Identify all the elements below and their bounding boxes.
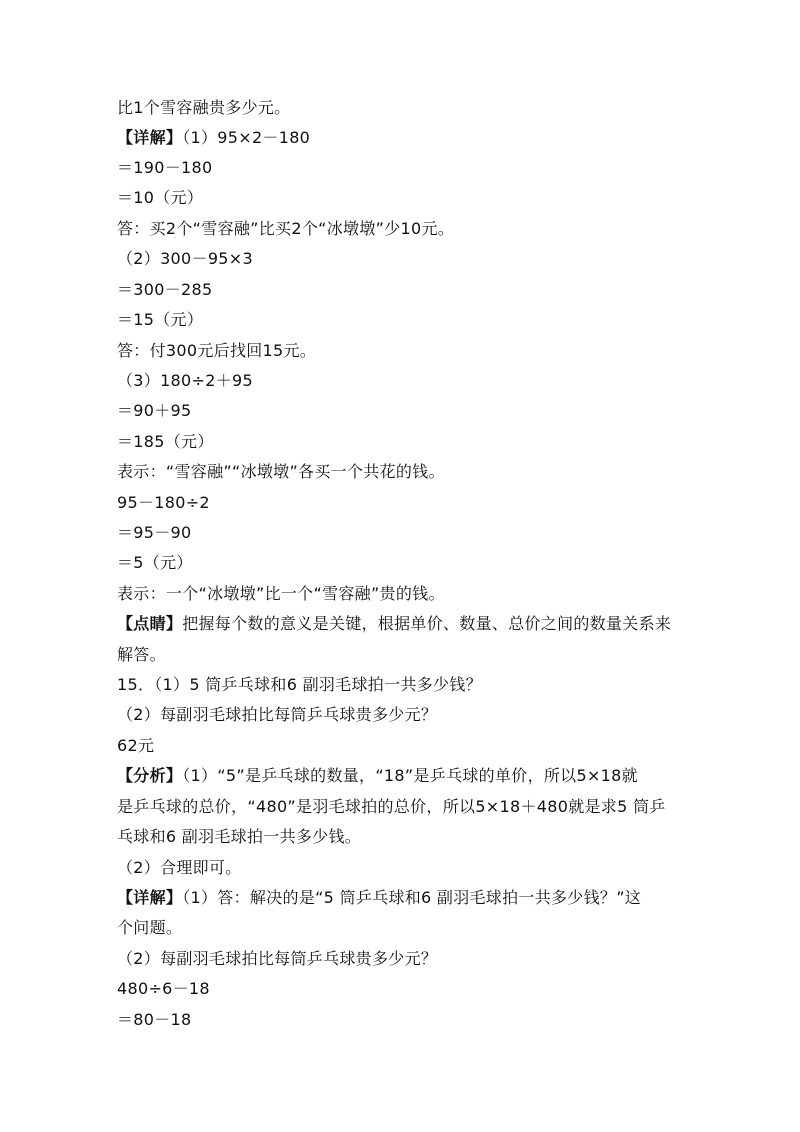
- text-line: [117, 584, 445, 604]
- text-line: [117, 675, 482, 695]
- line-text: 比1个雪容融贵多少元。: [117, 98, 291, 117]
- text-line: [117, 797, 666, 817]
- text-line: [117, 462, 445, 482]
- text-line: [117, 401, 192, 421]
- text-line: [117, 766, 638, 786]
- text-line: [117, 493, 210, 513]
- line-text: ＝95－90: [117, 523, 192, 542]
- text-line: [117, 827, 361, 847]
- line-text: 15．（1）5 筒乒乓球和6 副羽毛球拍一共多少钱？: [117, 675, 482, 694]
- line-text: ＝15（元）: [117, 310, 204, 329]
- text-line: [117, 341, 316, 361]
- text-line: [117, 128, 310, 148]
- line-text: ＝300－285: [117, 280, 213, 299]
- line-text: ＝190－180: [117, 158, 213, 177]
- text-line: [117, 219, 454, 239]
- text-line: [117, 1010, 192, 1030]
- line-text: ＝5（元）: [117, 553, 193, 572]
- line-text: ＝185（元）: [117, 432, 214, 451]
- text-line: [117, 918, 182, 938]
- line-text: 答：付300元后找回15元。: [117, 341, 317, 360]
- text-line: [117, 98, 290, 118]
- section-tag: 【点睛】: [117, 614, 183, 633]
- line-text: 是乒乓球的总价，“480”是羽毛球拍的总价，所以5×18＋480就是求5 筒乒: [117, 797, 666, 816]
- text-line: [117, 188, 203, 208]
- text-line: [117, 705, 437, 725]
- text-line: [117, 249, 253, 269]
- line-text: 表示：“雪容融”“冰墩墩”各买一个共花的钱。: [117, 462, 445, 481]
- line-text: 把握每个数的意义是关键，根据单价、数量、总价之间的数量关系来: [182, 614, 672, 633]
- text-line: [117, 736, 154, 756]
- line-text: （2）300－95×3: [117, 249, 253, 268]
- line-text: 个问题。: [117, 918, 183, 937]
- text-line: [117, 310, 203, 330]
- line-text: ＝80－18: [117, 1010, 192, 1029]
- text-line: [117, 158, 212, 178]
- line-text: 答：买2个“雪容融”比买2个“冰墩墩”少10元。: [117, 219, 455, 238]
- line-text: （2）每副羽毛球拍比每筒乒乓球贵多少元？: [117, 705, 438, 724]
- line-text: 95－180÷2: [117, 493, 210, 512]
- text-line: [117, 888, 641, 908]
- line-text: （2）每副羽毛球拍比每筒乒乓球贵多少元？: [117, 949, 438, 968]
- line-text: （2）合理即可。: [117, 858, 242, 877]
- line-text: 表示：一个“冰墩墩”比一个“雪容融”贵的钱。: [117, 584, 445, 603]
- text-line: [117, 523, 192, 543]
- text-line: [117, 280, 212, 300]
- line-text: 解答。: [117, 645, 166, 664]
- section-tag: 【详解】: [117, 128, 183, 147]
- line-text: ＝10（元）: [117, 188, 204, 207]
- text-line: [117, 371, 253, 391]
- text-line: [117, 553, 193, 573]
- line-text: （3）180÷2＋95: [117, 371, 253, 390]
- line-text: （1）答：解决的是“5 筒乒乓球和6 副羽毛球拍一共多少钱？”这: [182, 888, 642, 907]
- line-text: ＝90＋95: [117, 401, 192, 420]
- section-tag: 【详解】: [117, 888, 183, 907]
- line-text: （1）95×2－180: [182, 128, 311, 147]
- line-text: （1）“5”是乒乓球的数量，“18”是乒乓球的单价，所以5×18就: [182, 766, 638, 785]
- text-line: [117, 432, 214, 452]
- line-text: 乓球和6 副羽毛球拍一共多少钱。: [117, 827, 362, 846]
- text-line: [117, 979, 210, 999]
- text-line: [117, 614, 671, 634]
- section-tag: 【分析】: [117, 766, 183, 785]
- line-text: 480÷6－18: [117, 979, 210, 998]
- text-line: [117, 949, 437, 969]
- line-text: 62元: [117, 736, 155, 755]
- text-line: [117, 858, 242, 878]
- text-line: [117, 645, 166, 665]
